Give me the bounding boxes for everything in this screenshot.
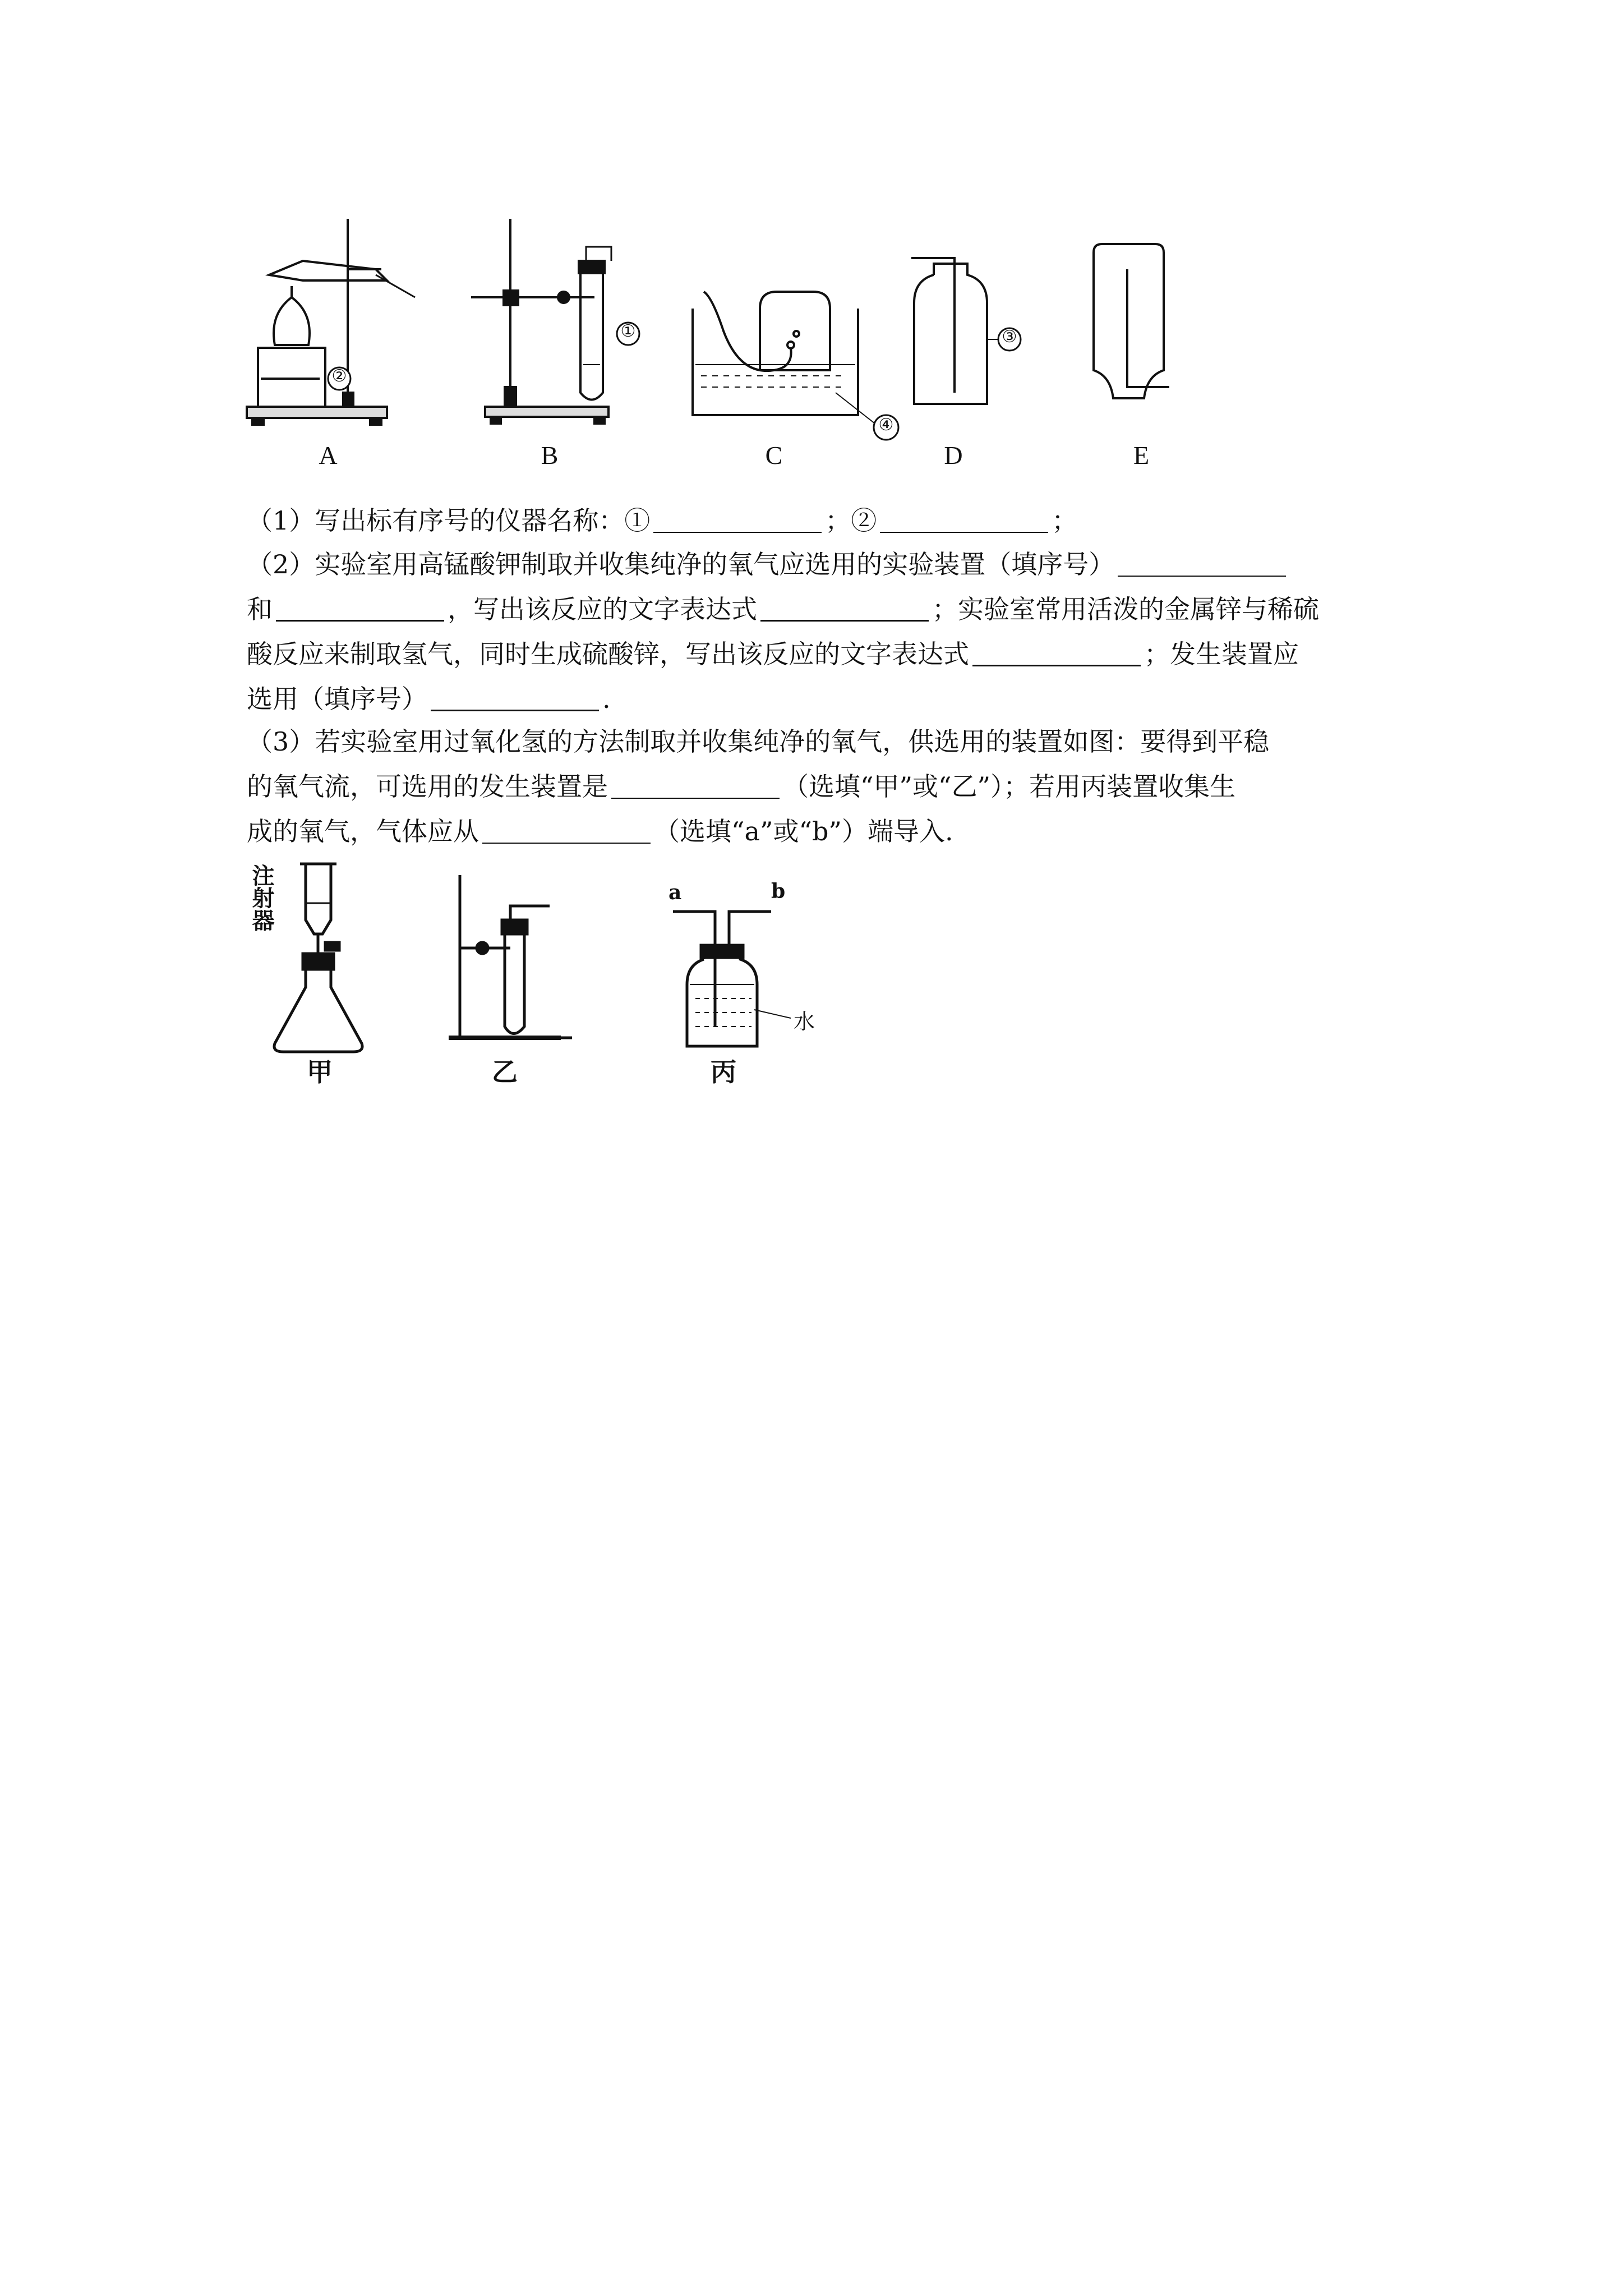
q2-line2c: ；实验室常用活泼的金属锌与稀硫 — [932, 594, 1319, 624]
marker-2: ② — [331, 366, 347, 386]
answer-blank-q3-2[interactable] — [482, 820, 651, 844]
answer-blank-q1-1[interactable] — [653, 509, 822, 533]
apparatus-jia — [274, 864, 362, 1052]
q2-line3b: ；发生装置应 — [1144, 639, 1299, 669]
marker-3: ③ — [1002, 327, 1017, 347]
apparatus-figure-2 — [247, 858, 852, 1094]
syringe-label: 注射器 — [248, 864, 274, 931]
q3-line2a: 的氧气流，可选用的发生装置是 — [247, 771, 608, 802]
question-2 — [247, 542, 1391, 721]
label-yi: 乙 — [492, 1057, 518, 1087]
q2-line2b: ，写出该反应的文字表达式 — [448, 594, 757, 624]
q3-line3b: （选填“a”或“b”）端导入. — [654, 816, 953, 846]
apparatus-b — [471, 219, 639, 424]
answer-blank-q3-1[interactable] — [611, 775, 780, 799]
label-d: D — [944, 441, 963, 470]
label-a: A — [319, 441, 338, 470]
apparatus-drawing-1 — [236, 208, 1217, 477]
port-b-label: b — [771, 880, 786, 903]
q1-end: ； — [1052, 505, 1078, 536]
apparatus-e — [1094, 244, 1169, 398]
apparatus-a — [247, 219, 415, 425]
answer-blank-q1-2[interactable] — [880, 509, 1048, 533]
question-1 — [247, 498, 1391, 543]
answer-blank-q2-3[interactable] — [760, 597, 929, 622]
label-b: B — [541, 441, 559, 470]
apparatus-bing — [673, 912, 791, 1046]
q1-mid: ；② — [825, 505, 877, 536]
answer-blank-q2-5[interactable] — [431, 687, 599, 711]
label-c: C — [765, 441, 783, 470]
apparatus-yi — [449, 875, 572, 1038]
q1-prefix: （1）写出标有序号的仪器名称：① — [247, 505, 651, 536]
label-e: E — [1133, 441, 1150, 470]
label-jia: 甲 — [307, 1057, 333, 1087]
q3-line3a: 成的氧气，气体应从 — [247, 816, 479, 846]
port-a-label: a — [668, 881, 682, 904]
answer-blank-q2-2[interactable] — [276, 597, 444, 622]
apparatus-figure-1 — [236, 208, 1217, 477]
q3-line1: （3）若实验室用过氧化氢的方法制取并收集纯净的氧气，供选用的装置如图：要得到平稳 — [247, 726, 1270, 757]
q3-line2b: （选填“甲”或“乙”）；若用丙装置收集生 — [783, 771, 1236, 802]
question-3 — [247, 719, 1391, 854]
q2-line3a: 酸反应来制取氢气，同时生成硫酸锌，写出该反应的文字表达式 — [247, 639, 969, 669]
q2-line4b: . — [602, 684, 611, 714]
answer-blank-q2-1[interactable] — [1118, 553, 1286, 577]
q2-line4a: 选用（填序号） — [247, 684, 427, 714]
marker-1: ① — [620, 321, 636, 341]
q2-line1: （2）实验室用高锰酸钾制取并收集纯净的氧气应选用的实验装置（填序号） — [247, 549, 1115, 579]
marker-4: ④ — [878, 415, 894, 435]
q2-line2a: 和 — [247, 594, 273, 624]
label-bing: 丙 — [711, 1057, 736, 1087]
water-label: 水 — [794, 1009, 815, 1034]
apparatus-c — [693, 292, 898, 440]
answer-blank-q2-4[interactable] — [972, 642, 1141, 666]
